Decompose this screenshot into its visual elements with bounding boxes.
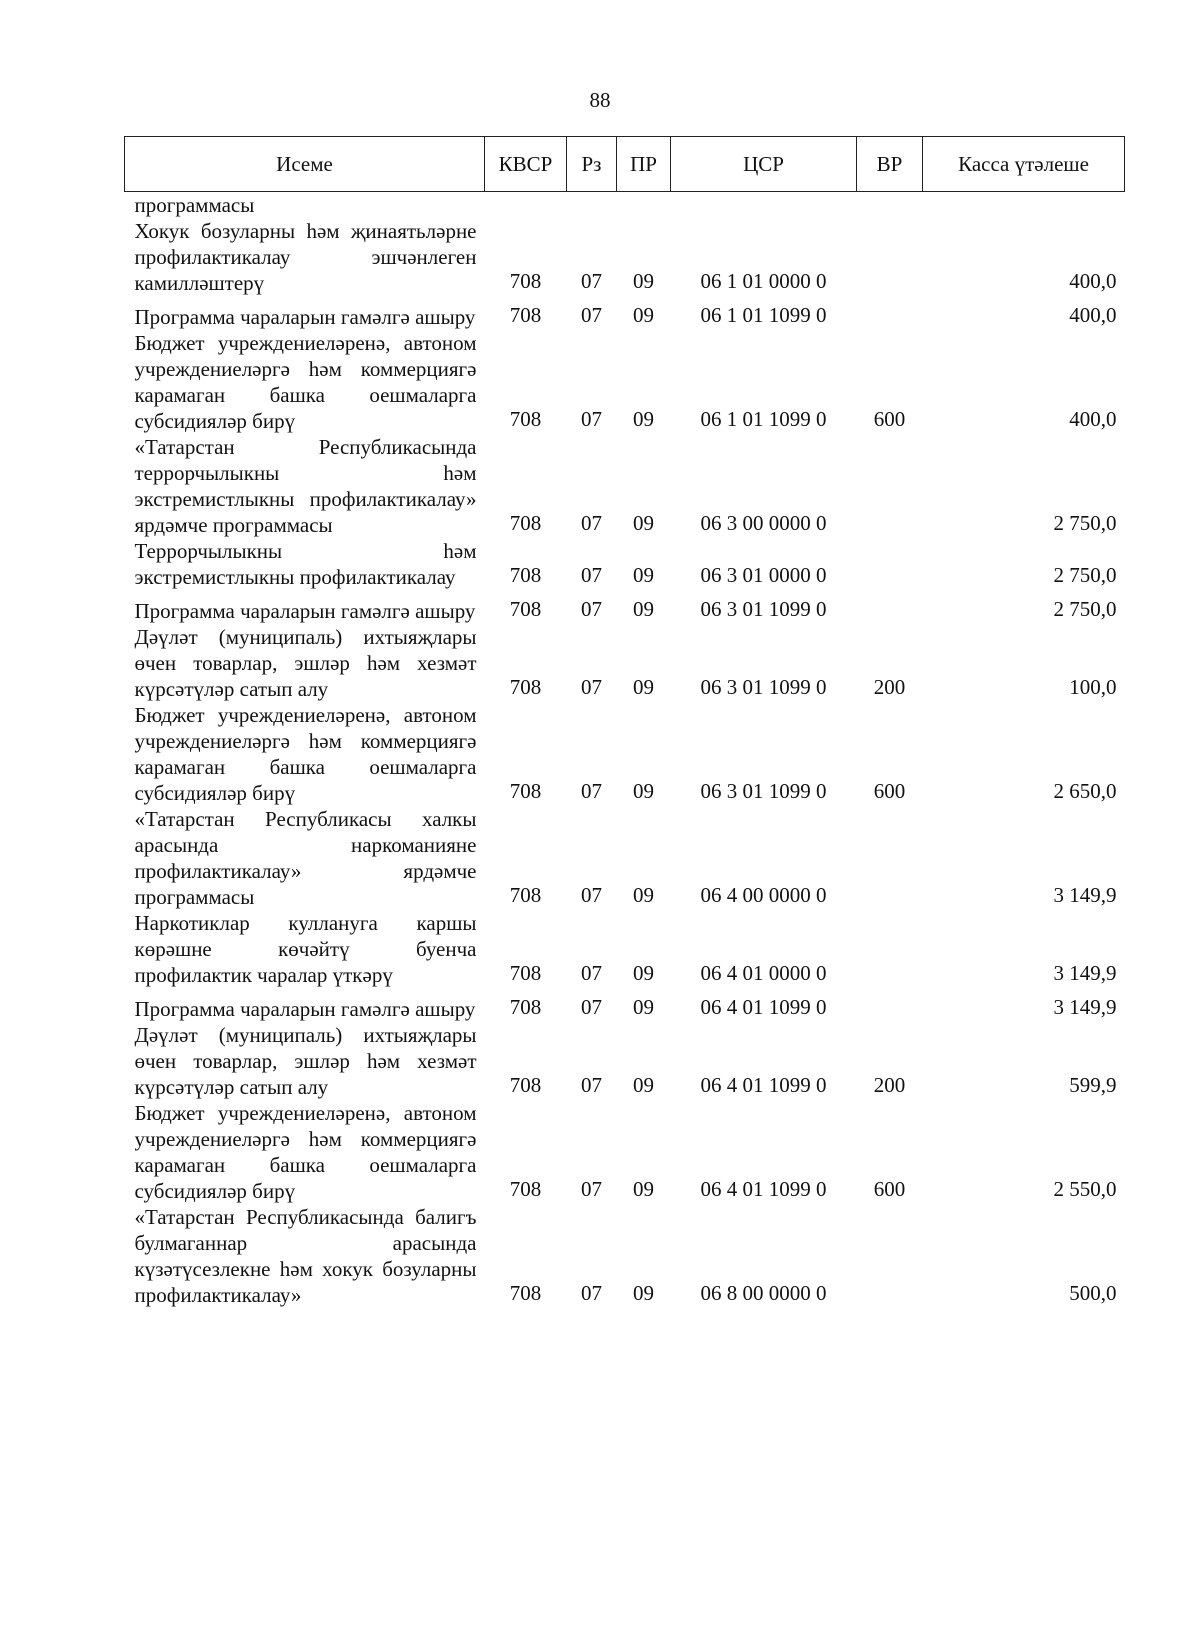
row-kvsr: 708: [509, 1177, 542, 1201]
row-csr: 06 4 01 1099 0: [700, 1073, 827, 1097]
row-name: Дәүләт (муниципаль) ихтыяҗлары өчен товарлар, эшләр һәм хезмәт күрсәтүләр сатып алу: [134, 1023, 477, 1099]
row-csr: 06 1 01 1099 0: [700, 407, 827, 431]
row-rz: 07: [581, 303, 602, 327]
row-name: Программа чараларын гамәлгә ашыру: [134, 305, 476, 329]
row-name: Хокук бозуларны һәм җинаятьләрне профилактикалау эшчәнлеген камилләштерү: [134, 219, 477, 295]
row-vr: [857, 296, 923, 330]
row-pr: 09: [633, 675, 654, 699]
row-rz: 07: [581, 961, 602, 985]
row-kvsr: 708: [509, 675, 542, 699]
row-csr: 06 3 00 0000 0: [700, 511, 827, 535]
table-row: [125, 296, 1125, 330]
page-number: 88: [589, 88, 611, 112]
table-row: [125, 192, 1125, 219]
row-amount: 2 550,0: [1053, 1177, 1117, 1201]
row-amount: [923, 192, 1125, 219]
row-name: Программа чараларын гамәлгә ашыру: [134, 997, 476, 1021]
row-name: Бюджет учреждениеләренә, автоном учреждениеләргә һәм коммерциягә карамаган башка оешмаларга субсидияләр бирү: [134, 1101, 477, 1203]
row-kvsr: 708: [509, 995, 542, 1019]
row-amount: 400,0: [1069, 269, 1117, 293]
row-pr: 09: [633, 407, 654, 431]
row-pr: 09: [633, 995, 654, 1019]
row-csr: 06 3 01 1099 0: [700, 675, 827, 699]
budget-table: [124, 136, 1125, 1308]
table-row: [125, 910, 1125, 988]
row-vr: [857, 988, 923, 1022]
row-name: Бюджет учреждениеләренә, автоном учреждениеләргә һәм коммерциягә карамаган башка оешмаларга субсидияләр бирү: [134, 703, 477, 805]
row-csr: 06 1 01 0000 0: [700, 269, 827, 293]
row-amount: 2 750,0: [1053, 511, 1117, 535]
row-vr: 600: [873, 779, 906, 803]
header-csr: ЦСР: [671, 137, 857, 192]
row-amount: 400,0: [1069, 303, 1117, 327]
row-name: Программа чараларын гамәлгә ашыру: [134, 599, 476, 623]
row-amount: 2 650,0: [1053, 779, 1117, 803]
row-pr: [617, 192, 671, 219]
table-row: [125, 1022, 1125, 1100]
row-name: Дәүләт (муниципаль) ихтыяҗлары өчен товарлар, эшләр һәм хезмәт күрсәтүләр сатып алу: [134, 625, 477, 701]
row-pr: 09: [633, 303, 654, 327]
row-vr: 200: [873, 1073, 906, 1097]
row-rz: 07: [581, 675, 602, 699]
row-csr: 06 3 01 1099 0: [700, 779, 827, 803]
row-amount: 599,9: [1069, 1073, 1117, 1097]
row-vr: [857, 538, 923, 590]
row-kvsr: [485, 192, 567, 219]
row-name: «Татарстан Республикасында балигъ булмаганнар арасында күзәтүсезлекне һәм хокук бозуларны профилактикалау»: [134, 1205, 477, 1307]
row-rz: 07: [581, 1281, 602, 1305]
table-row: [125, 434, 1125, 538]
row-kvsr: 708: [509, 961, 542, 985]
row-name: Наркотиклар куллануга каршы көрәшне көчәйтү буенча профилактик чаралар үткәрү: [134, 911, 477, 987]
row-vr: 600: [873, 1177, 906, 1201]
row-csr: [671, 192, 857, 219]
row-amount: 100,0: [1069, 675, 1117, 699]
row-rz: 07: [581, 995, 602, 1019]
row-pr: 09: [633, 1073, 654, 1097]
row-rz: 07: [581, 883, 602, 907]
row-kvsr: 708: [509, 1073, 542, 1097]
row-vr: [857, 192, 923, 219]
header-rz: Рз: [567, 137, 617, 192]
row-name: Бюджет учреждениеләренә, автоном учреждениеләргә һәм коммерциягә карамаган башка оешмаларга субсидияләр бирү: [134, 331, 477, 433]
row-rz: 07: [581, 1073, 602, 1097]
row-amount: 500,0: [1069, 1281, 1117, 1305]
row-rz: 07: [581, 407, 602, 431]
row-rz: 07: [581, 1177, 602, 1201]
row-csr: 06 8 00 0000 0: [700, 1281, 827, 1305]
row-rz: [567, 192, 617, 219]
row-rz: 07: [581, 563, 602, 587]
row-name: «Татарстан Республикасында террорчылыкны һәм экстремистлыкны профилактикалау» ярдәмче программасы: [134, 435, 477, 537]
header-amount: Касса үтәлеше: [923, 137, 1125, 192]
row-rz: 07: [581, 597, 602, 621]
row-amount: 3 149,9: [1053, 995, 1117, 1019]
row-name: «Татарстан Республикасы халкы арасында наркоманияне профилактикалау» ярдәмче программасы: [134, 807, 477, 909]
row-vr: [857, 590, 923, 624]
row-vr: [857, 806, 923, 910]
table-row: [125, 988, 1125, 1022]
row-pr: 09: [633, 269, 654, 293]
row-csr: 06 3 01 0000 0: [700, 563, 827, 587]
row-csr: 06 3 01 1099 0: [700, 597, 827, 621]
row-name: Террорчылыкны һәм экстремистлыкны профилактикалау: [134, 539, 477, 589]
row-vr: 600: [873, 407, 906, 431]
row-vr: [857, 434, 923, 538]
table-row: [125, 1204, 1125, 1308]
header-vr: ВР: [857, 137, 923, 192]
row-kvsr: 708: [509, 1281, 542, 1305]
row-pr: 09: [633, 961, 654, 985]
row-rz: 07: [581, 511, 602, 535]
table-row: [125, 590, 1125, 624]
row-kvsr: 708: [509, 303, 542, 327]
row-pr: 09: [633, 779, 654, 803]
table-header-row: [125, 137, 1125, 192]
row-kvsr: 708: [509, 407, 542, 431]
row-csr: 06 4 01 1099 0: [700, 995, 827, 1019]
row-rz: 07: [581, 779, 602, 803]
row-pr: 09: [633, 1177, 654, 1201]
table-row: [125, 330, 1125, 434]
row-pr: 09: [633, 597, 654, 621]
row-amount: 400,0: [1069, 407, 1117, 431]
row-pr: 09: [633, 563, 654, 587]
row-csr: 06 4 00 0000 0: [700, 883, 827, 907]
row-pr: 09: [633, 1281, 654, 1305]
row-vr: 200: [873, 675, 906, 699]
row-kvsr: 708: [509, 269, 542, 293]
row-csr: 06 1 01 1099 0: [700, 303, 827, 327]
row-amount: 3 149,9: [1053, 961, 1117, 985]
table-row: [125, 806, 1125, 910]
row-vr: [857, 218, 923, 296]
header-name: Исеме: [125, 137, 485, 192]
header-pr: ПР: [617, 137, 671, 192]
row-amount: 3 149,9: [1053, 883, 1117, 907]
row-kvsr: 708: [509, 597, 542, 621]
row-amount: 2 750,0: [1053, 597, 1117, 621]
row-kvsr: 708: [509, 563, 542, 587]
row-pr: 09: [633, 883, 654, 907]
header-kvsr: КВСР: [485, 137, 567, 192]
row-amount: 2 750,0: [1053, 563, 1117, 587]
row-kvsr: 708: [509, 779, 542, 803]
table-row: [125, 538, 1125, 590]
table-row: [125, 1100, 1125, 1204]
row-vr: [857, 910, 923, 988]
row-kvsr: 708: [509, 883, 542, 907]
row-name: программасы: [134, 193, 255, 217]
table-row: [125, 218, 1125, 296]
row-pr: 09: [633, 511, 654, 535]
row-vr: [857, 1204, 923, 1308]
table-row: [125, 702, 1125, 806]
row-kvsr: 708: [509, 511, 542, 535]
row-rz: 07: [581, 269, 602, 293]
row-csr: 06 4 01 0000 0: [700, 961, 827, 985]
row-csr: 06 4 01 1099 0: [700, 1177, 827, 1201]
table-row: [125, 624, 1125, 702]
